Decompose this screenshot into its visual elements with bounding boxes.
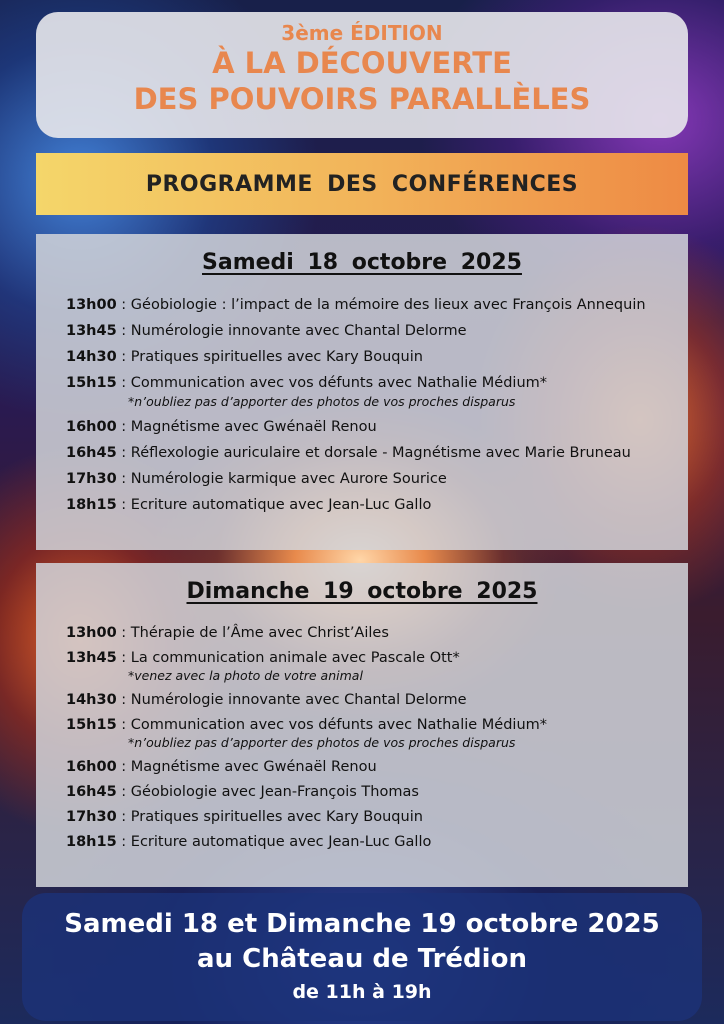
event-hours: de 11h à 19h bbox=[292, 981, 432, 1003]
schedule-time: 13h00 bbox=[66, 625, 117, 641]
schedule-time: 13h45 bbox=[66, 650, 117, 666]
schedule-time: 16h45 bbox=[66, 445, 117, 461]
day-schedule-saturday bbox=[36, 234, 688, 550]
schedule-item bbox=[66, 492, 688, 518]
schedule-time: 14h30 bbox=[66, 692, 117, 708]
day-title: Samedi 18 octobre 2025 bbox=[202, 250, 522, 275]
schedule-time: 16h00 bbox=[66, 419, 117, 435]
event-dates: Samedi 18 et Dimanche 19 octobre 2025 bbox=[64, 909, 660, 939]
schedule-time: 14h30 bbox=[66, 349, 117, 365]
schedule-item bbox=[66, 755, 688, 780]
schedule-description: : Thérapie de l’Âme avec Christ’Ailes bbox=[116, 625, 389, 641]
schedule-time: 17h30 bbox=[66, 809, 117, 825]
schedule-description: : Géobiologie : l’impact de la mémoire des lieux avec François Annequin bbox=[116, 297, 646, 313]
schedule-description: : Communication avec vos défunts avec Nathalie Médium* bbox=[116, 375, 548, 391]
schedule-description: : Ecriture automatique avec Jean-Luc Gallo bbox=[116, 834, 432, 850]
schedule-item bbox=[66, 318, 688, 344]
schedule-description: : Communication avec vos défunts avec Nathalie Médium* bbox=[116, 717, 548, 733]
schedule-note: *n’oubliez pas d’apporter des photos de vos proches disparus bbox=[128, 735, 516, 750]
schedule-time: 15h15 bbox=[66, 375, 117, 391]
schedule-note: *venez avec la photo de votre animal bbox=[128, 668, 363, 683]
day-title: Dimanche 19 octobre 2025 bbox=[186, 579, 538, 604]
schedule-description: : La communication animale avec Pascale Ott* bbox=[116, 650, 460, 666]
schedule-time: 16h45 bbox=[66, 784, 117, 800]
schedule-description: : Géobiologie avec Jean-François Thomas bbox=[116, 784, 419, 800]
title-banner bbox=[36, 12, 688, 138]
schedule-list bbox=[36, 621, 688, 855]
schedule-note: *n’oubliez pas d’apporter des photos de vos proches disparus bbox=[128, 394, 516, 409]
schedule-item bbox=[66, 440, 688, 466]
schedule-time: 17h30 bbox=[66, 471, 117, 487]
event-title-line2: DES POUVOIRS PARALLÈLES bbox=[133, 82, 591, 116]
schedule-time: 18h15 bbox=[66, 497, 117, 513]
schedule-description: : Numérologie innovante avec Chantal Delorme bbox=[116, 692, 467, 708]
schedule-list bbox=[36, 292, 688, 518]
schedule-item bbox=[66, 466, 688, 492]
schedule-item bbox=[66, 621, 688, 646]
schedule-time: 15h15 bbox=[66, 717, 117, 733]
schedule-item bbox=[66, 805, 688, 830]
programme-heading: PROGRAMME DES CONFÉRENCES bbox=[145, 171, 579, 197]
event-title-line1: À LA DÉCOUVERTE bbox=[212, 46, 512, 80]
schedule-description: : Magnétisme avec Gwénaël Renou bbox=[116, 759, 377, 775]
schedule-description: : Pratiques spirituelles avec Kary Bouquin bbox=[116, 349, 423, 365]
schedule-description: : Numérologie innovante avec Chantal Delorme bbox=[116, 323, 467, 339]
event-info-banner bbox=[22, 893, 702, 1021]
schedule-item bbox=[66, 414, 688, 440]
schedule-time: 13h00 bbox=[66, 297, 117, 313]
schedule-description: : Réflexologie auriculaire et dorsale - Magnétisme avec Marie Bruneau bbox=[116, 445, 631, 461]
schedule-item bbox=[66, 688, 688, 713]
schedule-time: 18h15 bbox=[66, 834, 117, 850]
schedule-item bbox=[66, 292, 688, 318]
schedule-description: : Magnétisme avec Gwénaël Renou bbox=[116, 419, 377, 435]
schedule-item bbox=[66, 830, 688, 855]
schedule-item bbox=[66, 344, 688, 370]
programme-banner bbox=[36, 153, 688, 215]
schedule-description: : Numérologie karmique avec Aurore Sourice bbox=[116, 471, 447, 487]
schedule-time: 13h45 bbox=[66, 323, 117, 339]
schedule-item bbox=[66, 780, 688, 805]
edition-label: 3ème ÉDITION bbox=[281, 21, 443, 45]
schedule-description: : Pratiques spirituelles avec Kary Bouquin bbox=[116, 809, 423, 825]
event-venue: au Château de Trédion bbox=[197, 944, 527, 974]
day-schedule-sunday bbox=[36, 563, 688, 887]
schedule-time: 16h00 bbox=[66, 759, 117, 775]
schedule-description: : Ecriture automatique avec Jean-Luc Gallo bbox=[116, 497, 432, 513]
